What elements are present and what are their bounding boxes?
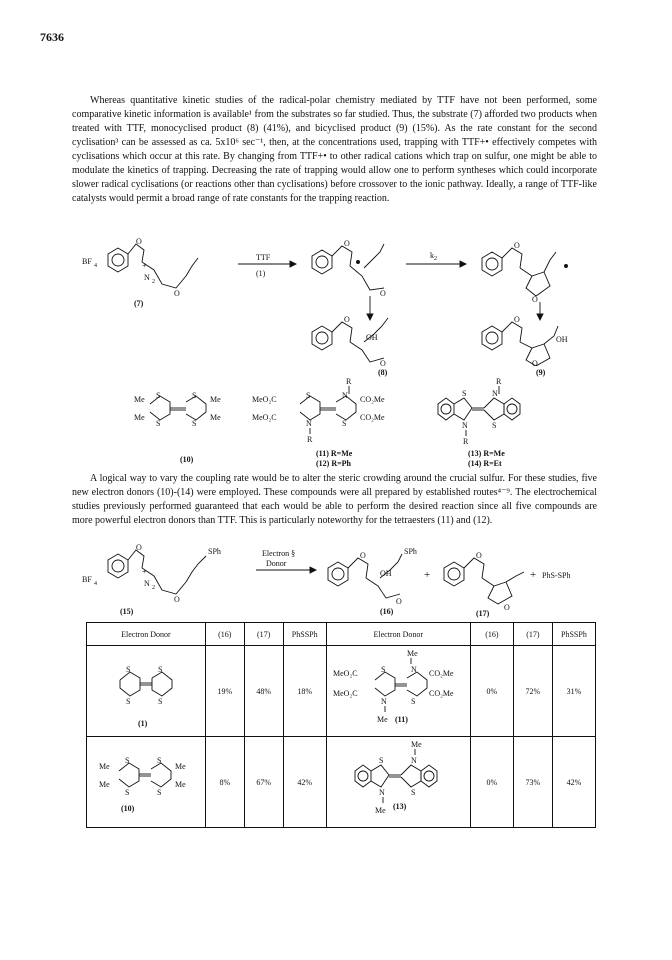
svg-text:N: N xyxy=(462,421,468,430)
label-15: (15) xyxy=(120,607,134,616)
svg-text:(1): (1) xyxy=(137,719,148,728)
plus-2: + xyxy=(530,569,537,581)
svg-text:S: S xyxy=(411,697,416,706)
radical-intermediate xyxy=(312,239,386,298)
svg-text:R: R xyxy=(463,437,469,446)
paragraph-1 xyxy=(72,94,597,206)
label-9: (9) xyxy=(536,368,546,377)
results-table xyxy=(86,622,596,828)
svg-text:S: S xyxy=(192,419,197,428)
svg-text:BF: BF xyxy=(82,575,92,584)
svg-text:4: 4 xyxy=(94,581,97,587)
svg-text:S: S xyxy=(157,697,163,706)
row2-right-17: 73% xyxy=(513,737,552,828)
row2-right-phssph: 42% xyxy=(552,737,595,828)
label-8: (8) xyxy=(378,368,388,377)
svg-text:S: S xyxy=(306,391,311,400)
svg-text:BF: BF xyxy=(82,257,92,266)
donor-structures xyxy=(120,376,600,468)
page-number: 7636 xyxy=(40,30,64,44)
svg-text:N: N xyxy=(306,419,312,428)
svg-text:Me: Me xyxy=(210,413,221,422)
label-10: (10) xyxy=(180,455,194,464)
svg-text:Me: Me xyxy=(377,715,388,724)
donor-cell-11 xyxy=(326,646,470,737)
svg-text:O: O xyxy=(344,315,350,324)
label-11: (11) R=Me xyxy=(316,449,353,458)
header-16-right: (16) xyxy=(470,623,513,646)
paragraph-2-text: A logical way to vary the coupling rate would be to alter the steric crowding around the crucial sulfur. For these studies, five new electron donors (10)-(14) were employed. These compounds were all prepared by established routes⁴⁻⁹. The electrochemical studies previously performed guaranteed that each would be able to perform the desired reaction since all five compounds are more powerful electron donors than TTF. This is particularly noteworthy for the tetraesters (11) and (12). xyxy=(72,473,597,526)
row1-right-16: 0% xyxy=(470,646,513,737)
svg-text:SPh: SPh xyxy=(208,547,221,556)
svg-text:O: O xyxy=(396,597,402,606)
svg-text:O: O xyxy=(380,359,386,366)
svg-text:S: S xyxy=(157,665,163,674)
svg-text:O: O xyxy=(136,543,142,552)
compound-10-structure xyxy=(134,391,221,428)
svg-text:O: O xyxy=(380,289,386,298)
k2-label: $k_2$ xyxy=(430,251,437,262)
svg-text:S: S xyxy=(124,788,130,797)
compound-7-structure xyxy=(82,237,198,298)
svg-text:S: S xyxy=(125,697,131,706)
header-donor-left: Electron Donor xyxy=(87,623,206,646)
donor-cell-10 xyxy=(87,737,206,828)
svg-text:S: S xyxy=(124,756,130,765)
svg-text:R: R xyxy=(496,377,502,386)
compound-15-structure xyxy=(82,543,221,604)
table-header-row xyxy=(87,623,596,646)
ttf-structure xyxy=(96,650,196,730)
svg-text:R: R xyxy=(307,435,313,444)
svg-text:O: O xyxy=(504,603,510,612)
svg-text:O: O xyxy=(532,295,538,304)
svg-text:S: S xyxy=(411,788,416,797)
svg-text:CO₂Me: CO₂Me xyxy=(429,689,454,698)
svg-text:+: + xyxy=(142,261,147,270)
compound-17-structure xyxy=(444,551,524,612)
header-donor-right: Electron Donor xyxy=(326,623,470,646)
scheme-2-svg xyxy=(80,542,600,618)
svg-text:O: O xyxy=(476,551,482,560)
compound-13-14-structure xyxy=(438,377,520,446)
svg-text:N: N xyxy=(492,389,498,398)
header-16-left: (16) xyxy=(205,623,244,646)
row1-left-17: 48% xyxy=(244,646,283,737)
svg-text:N: N xyxy=(144,579,150,588)
row2-right-16: 0% xyxy=(470,737,513,828)
svg-text:4: 4 xyxy=(94,263,97,269)
svg-text:Me: Me xyxy=(98,762,110,771)
svg-text:Me: Me xyxy=(210,395,221,404)
label-13: (13) R=Me xyxy=(468,449,505,458)
table-row xyxy=(87,646,596,737)
svg-text:S: S xyxy=(462,389,467,398)
svg-text:N: N xyxy=(144,273,150,282)
row1-left-phssph: 18% xyxy=(283,646,326,737)
svg-text:S: S xyxy=(379,756,384,765)
compound-8-structure xyxy=(312,315,388,366)
svg-text:CO₂Me: CO₂Me xyxy=(360,413,385,422)
svg-text:N: N xyxy=(411,665,418,674)
svg-text:2: 2 xyxy=(152,279,155,285)
label-7: (7) xyxy=(134,299,144,308)
svg-text:O: O xyxy=(514,241,520,250)
svg-text:(10): (10) xyxy=(120,804,135,813)
header-17-right: (17) xyxy=(513,623,552,646)
table-row xyxy=(87,737,596,828)
svg-text:+: + xyxy=(142,567,147,576)
label-12: (12) R=Ph xyxy=(316,459,351,468)
compound-11-table-structure xyxy=(331,646,465,734)
scheme-2 xyxy=(80,542,600,618)
paragraph-1-text: Whereas quantitative kinetic studies of the radical-polar chemistry mediated by TTF have not been performed, some comparative kinetic information is available¹ from the substrates so far studied. Thus, the substrate (7) afforded two products when treated with TTF, monocyclised product (8) (41%), and bicyclised product (9) (15%). As the rate constant for the second cyclisation³ can be assessed as ca. 5x10⁶ sec⁻¹, then, at the concentrations used, trapping with TTF+• effectively competes with cyclisations which occur at this rate. By changing from TTF+• to other radical cations which trap on sulfur, one might be able to modulate the kinetics of trapping. Decreasing the rate of trapping would allow one to perform syntheses which could incorporate slower radical cyclisations (or reactions other than cyclisations) before crossover to the ionic pathway. Ideally, a range of TTF-like catalysts would permit a broad range of rate constants for the trapping reaction. xyxy=(72,95,597,204)
svg-text:S: S xyxy=(156,756,162,765)
svg-text:N: N xyxy=(381,697,388,706)
label-16: (16) xyxy=(380,607,394,616)
svg-text:O: O xyxy=(360,551,366,560)
row1-right-17: 72% xyxy=(513,646,552,737)
svg-text:S: S xyxy=(342,419,347,428)
svg-text:S: S xyxy=(156,419,161,428)
svg-text:S: S xyxy=(156,788,162,797)
row1-left-16: 19% xyxy=(205,646,244,737)
svg-text:SPh: SPh xyxy=(404,547,417,556)
donor-structures-svg xyxy=(120,376,600,468)
svg-text:O: O xyxy=(174,595,180,604)
svg-text:O: O xyxy=(514,315,520,324)
svg-text:O: O xyxy=(344,239,350,248)
svg-text:N: N xyxy=(411,756,418,765)
compound-9-structure xyxy=(482,315,568,366)
svg-text:CO₂Me: CO₂Me xyxy=(429,669,454,678)
reagent-ttf: TTF xyxy=(256,253,271,262)
svg-text:Me: Me xyxy=(407,649,418,658)
svg-text:OH: OH xyxy=(366,333,378,342)
svg-text:CO₂Me: CO₂Me xyxy=(360,395,385,404)
svg-text:S: S xyxy=(492,421,497,430)
compound-16-structure xyxy=(328,547,417,606)
compound-13-table-structure xyxy=(331,737,465,825)
svg-text:S: S xyxy=(156,391,161,400)
scheme-1-svg xyxy=(80,236,600,366)
svg-text:R: R xyxy=(346,377,352,386)
reagent-donor: Donor xyxy=(266,559,287,568)
reagent-electron: Electron § xyxy=(262,549,296,558)
row1-right-phssph: 31% xyxy=(552,646,595,737)
row2-left-16: 8% xyxy=(205,737,244,828)
scheme-1 xyxy=(80,236,600,366)
svg-text:MeO₂C: MeO₂C xyxy=(333,689,358,698)
svg-text:MeO₂C: MeO₂C xyxy=(333,669,358,678)
svg-text:(11): (11) xyxy=(395,715,409,724)
compound-11-12-structure xyxy=(252,377,385,444)
svg-text:S: S xyxy=(192,391,197,400)
plus-1: + xyxy=(424,569,431,581)
svg-text:Me: Me xyxy=(174,762,186,771)
svg-text:OH: OH xyxy=(380,569,392,578)
bicyclic-radical xyxy=(482,241,568,304)
svg-text:(13): (13) xyxy=(393,802,407,811)
header-17-left: (17) xyxy=(244,623,283,646)
svg-text:S: S xyxy=(381,665,386,674)
reagent-num: (1) xyxy=(256,269,266,278)
label-17: (17) xyxy=(476,609,490,618)
svg-text:Me: Me xyxy=(98,780,110,789)
svg-text:2: 2 xyxy=(152,585,155,591)
compound-10-table-structure xyxy=(91,741,201,821)
donor-cell-ttf xyxy=(87,646,206,737)
svg-text:Me: Me xyxy=(174,780,186,789)
label-14: (14) R=Et xyxy=(468,459,502,468)
svg-text:Me: Me xyxy=(411,740,422,749)
svg-text:N: N xyxy=(379,788,386,797)
svg-text:S: S xyxy=(125,665,131,674)
svg-text:MeO₂C: MeO₂C xyxy=(252,413,277,422)
byproduct: PhS-SPh xyxy=(542,571,571,580)
row2-left-17: 67% xyxy=(244,737,283,828)
svg-text:MeO₂C: MeO₂C xyxy=(252,395,277,404)
svg-text:OH: OH xyxy=(556,335,568,344)
donor-cell-13 xyxy=(326,737,470,828)
svg-text:Me: Me xyxy=(134,413,145,422)
row2-left-phssph: 42% xyxy=(283,737,326,828)
header-phssph-left: PhSSPh xyxy=(283,623,326,646)
svg-text:O: O xyxy=(174,289,180,298)
svg-text:O: O xyxy=(136,237,142,246)
svg-text:O: O xyxy=(532,359,538,366)
svg-text:N: N xyxy=(342,391,348,400)
svg-text:Me: Me xyxy=(375,806,386,815)
svg-text:Me: Me xyxy=(134,395,145,404)
paragraph-2 xyxy=(72,472,597,528)
header-phssph-right: PhSSPh xyxy=(552,623,595,646)
